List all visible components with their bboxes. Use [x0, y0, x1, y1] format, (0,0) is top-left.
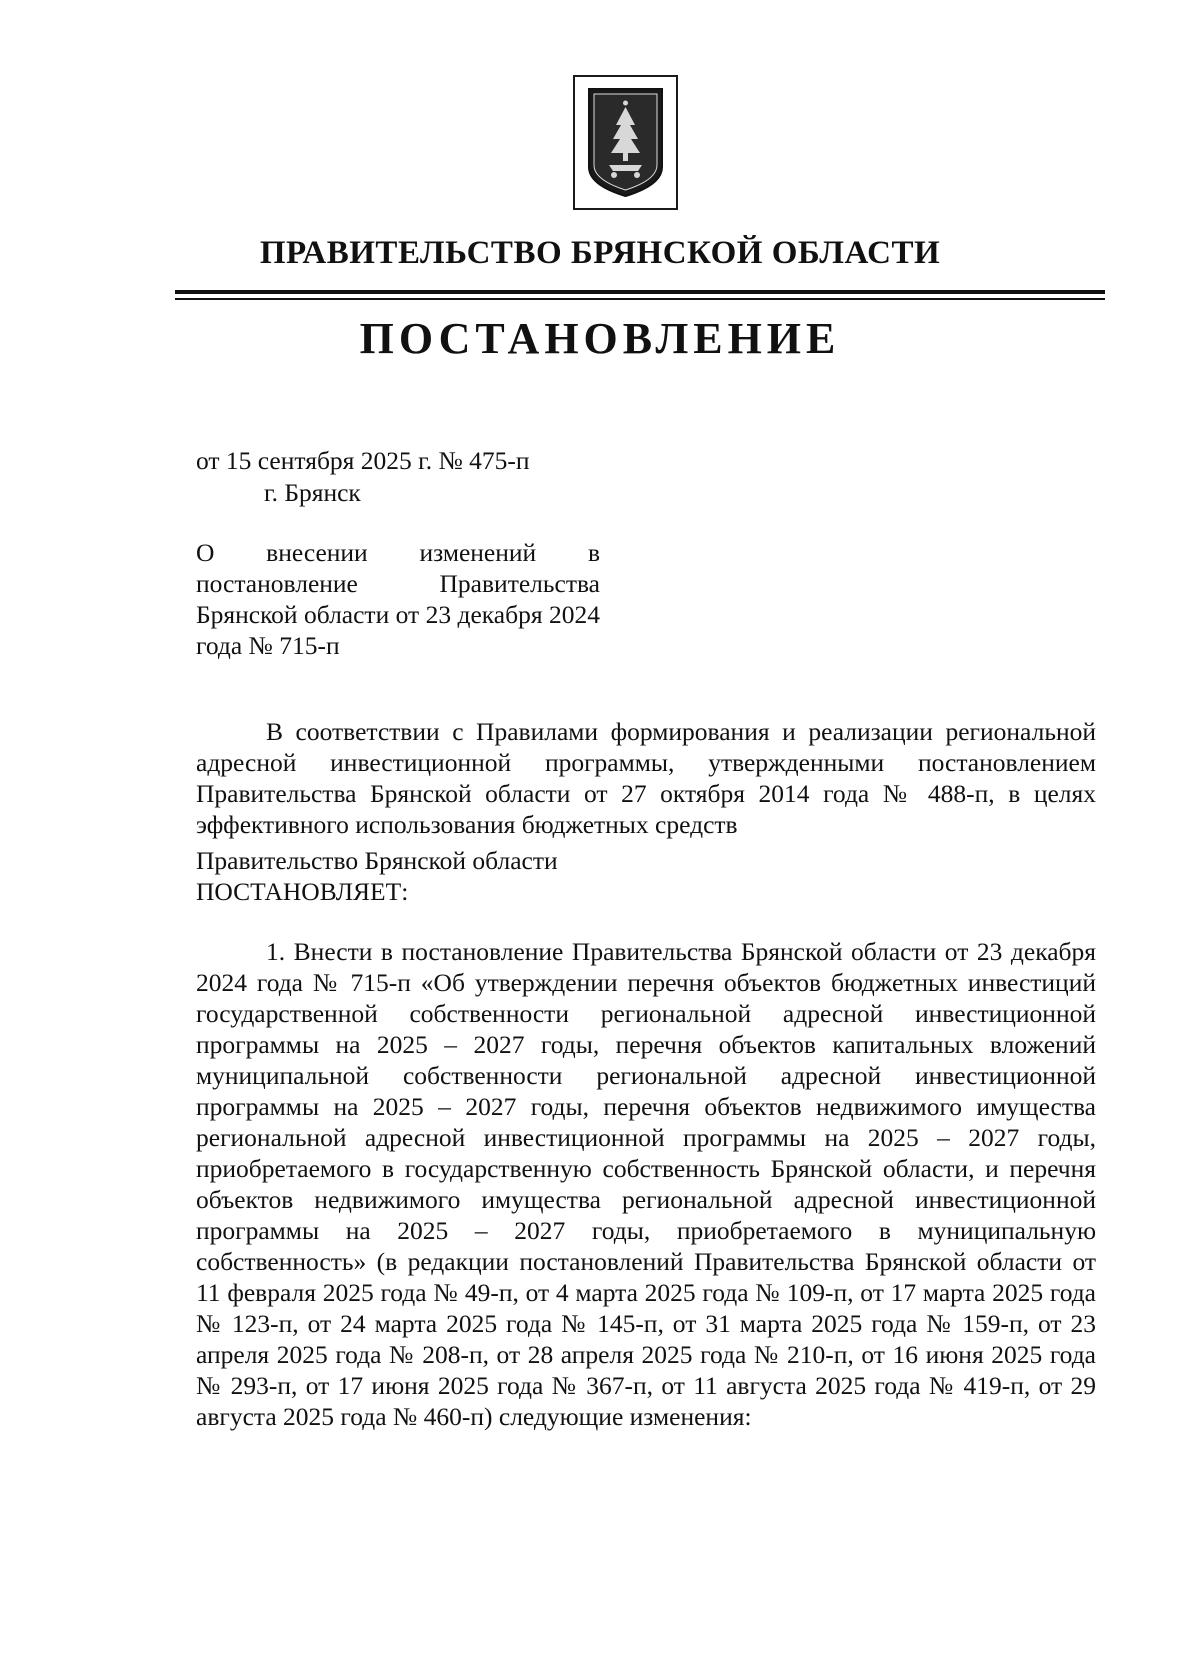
decree-word: ПОСТАНОВЛЯЕТ: — [196, 877, 409, 906]
preamble-paragraph: В соответствии с Правилами формирования и реализации региональной адресной инвестиционной программы, утвержденными постановлением Правительства Брянской области от 27 октября 2014 года № 488-п, в целях эффективного использования бюджетных средств — [196, 717, 1096, 839]
document-subject: О внесении изменений в постановление Правительства Брянской области от 23 декабря 2024 года № 715-п — [196, 538, 600, 660]
city-line: г. Брянск — [264, 478, 361, 507]
item-1-paragraph: 1. Внести в постановление Правительства Брянской области от 23 декабря 2024 года № 715-п «Об утверждении перечня объектов бюджетных инвестиций государственной собственности региональной адресной инвестиционной программы на 2025 – 2027 годы, перечня объектов капитальных вложений муниципальной собственности региональной адресной инвестиционной программы на 2025 – 2027 годы, перечня объектов недвижимого имущества региональной адресной инвестиционной программы на 2025 – 2027 годы, приобретаемого в государственную собственность Брянской области, и перечня объектов недвижимого имущества региональной адресной инвестиционной программы на 2025 – 2027 годы, приобретаемого в муниципальную собственность» (в редакции постановлений Правительства Брянской области от 11 февраля 2025 года № 49-п, от 4 марта 2025 года № 109-п, от 17 марта 2025 года № 123-п, от 24 марта 2025 года № 145-п, от 31 марта 2025 года № 159-п, от 23 апреля 2025 года № 208-п, от 28 апреля 2025 года № 210-п, от 16 июня 2025 года № 293-п, от 17 июня 2025 года № 367-п, от 11 августа 2025 года № 419-п, от 29 августа 2025 года № 460-п) следующие изменения: — [196, 937, 1096, 1431]
organization-title: ПРАВИТЕЛЬСТВО БРЯНСКОЙ ОБЛАСТИ — [259, 235, 941, 271]
bryansk-coat-of-arms-icon — [583, 85, 668, 200]
coat-of-arms-frame — [573, 75, 678, 210]
date-number-line: от 15 сентября 2025 г. № 475-п — [196, 446, 530, 475]
government-line: Правительство Брянской области — [196, 846, 558, 875]
header-divider-thick — [175, 290, 1105, 294]
document-type-title: ПОСТАНОВЛЕНИЕ — [359, 314, 841, 363]
header-divider-thin — [175, 298, 1105, 300]
